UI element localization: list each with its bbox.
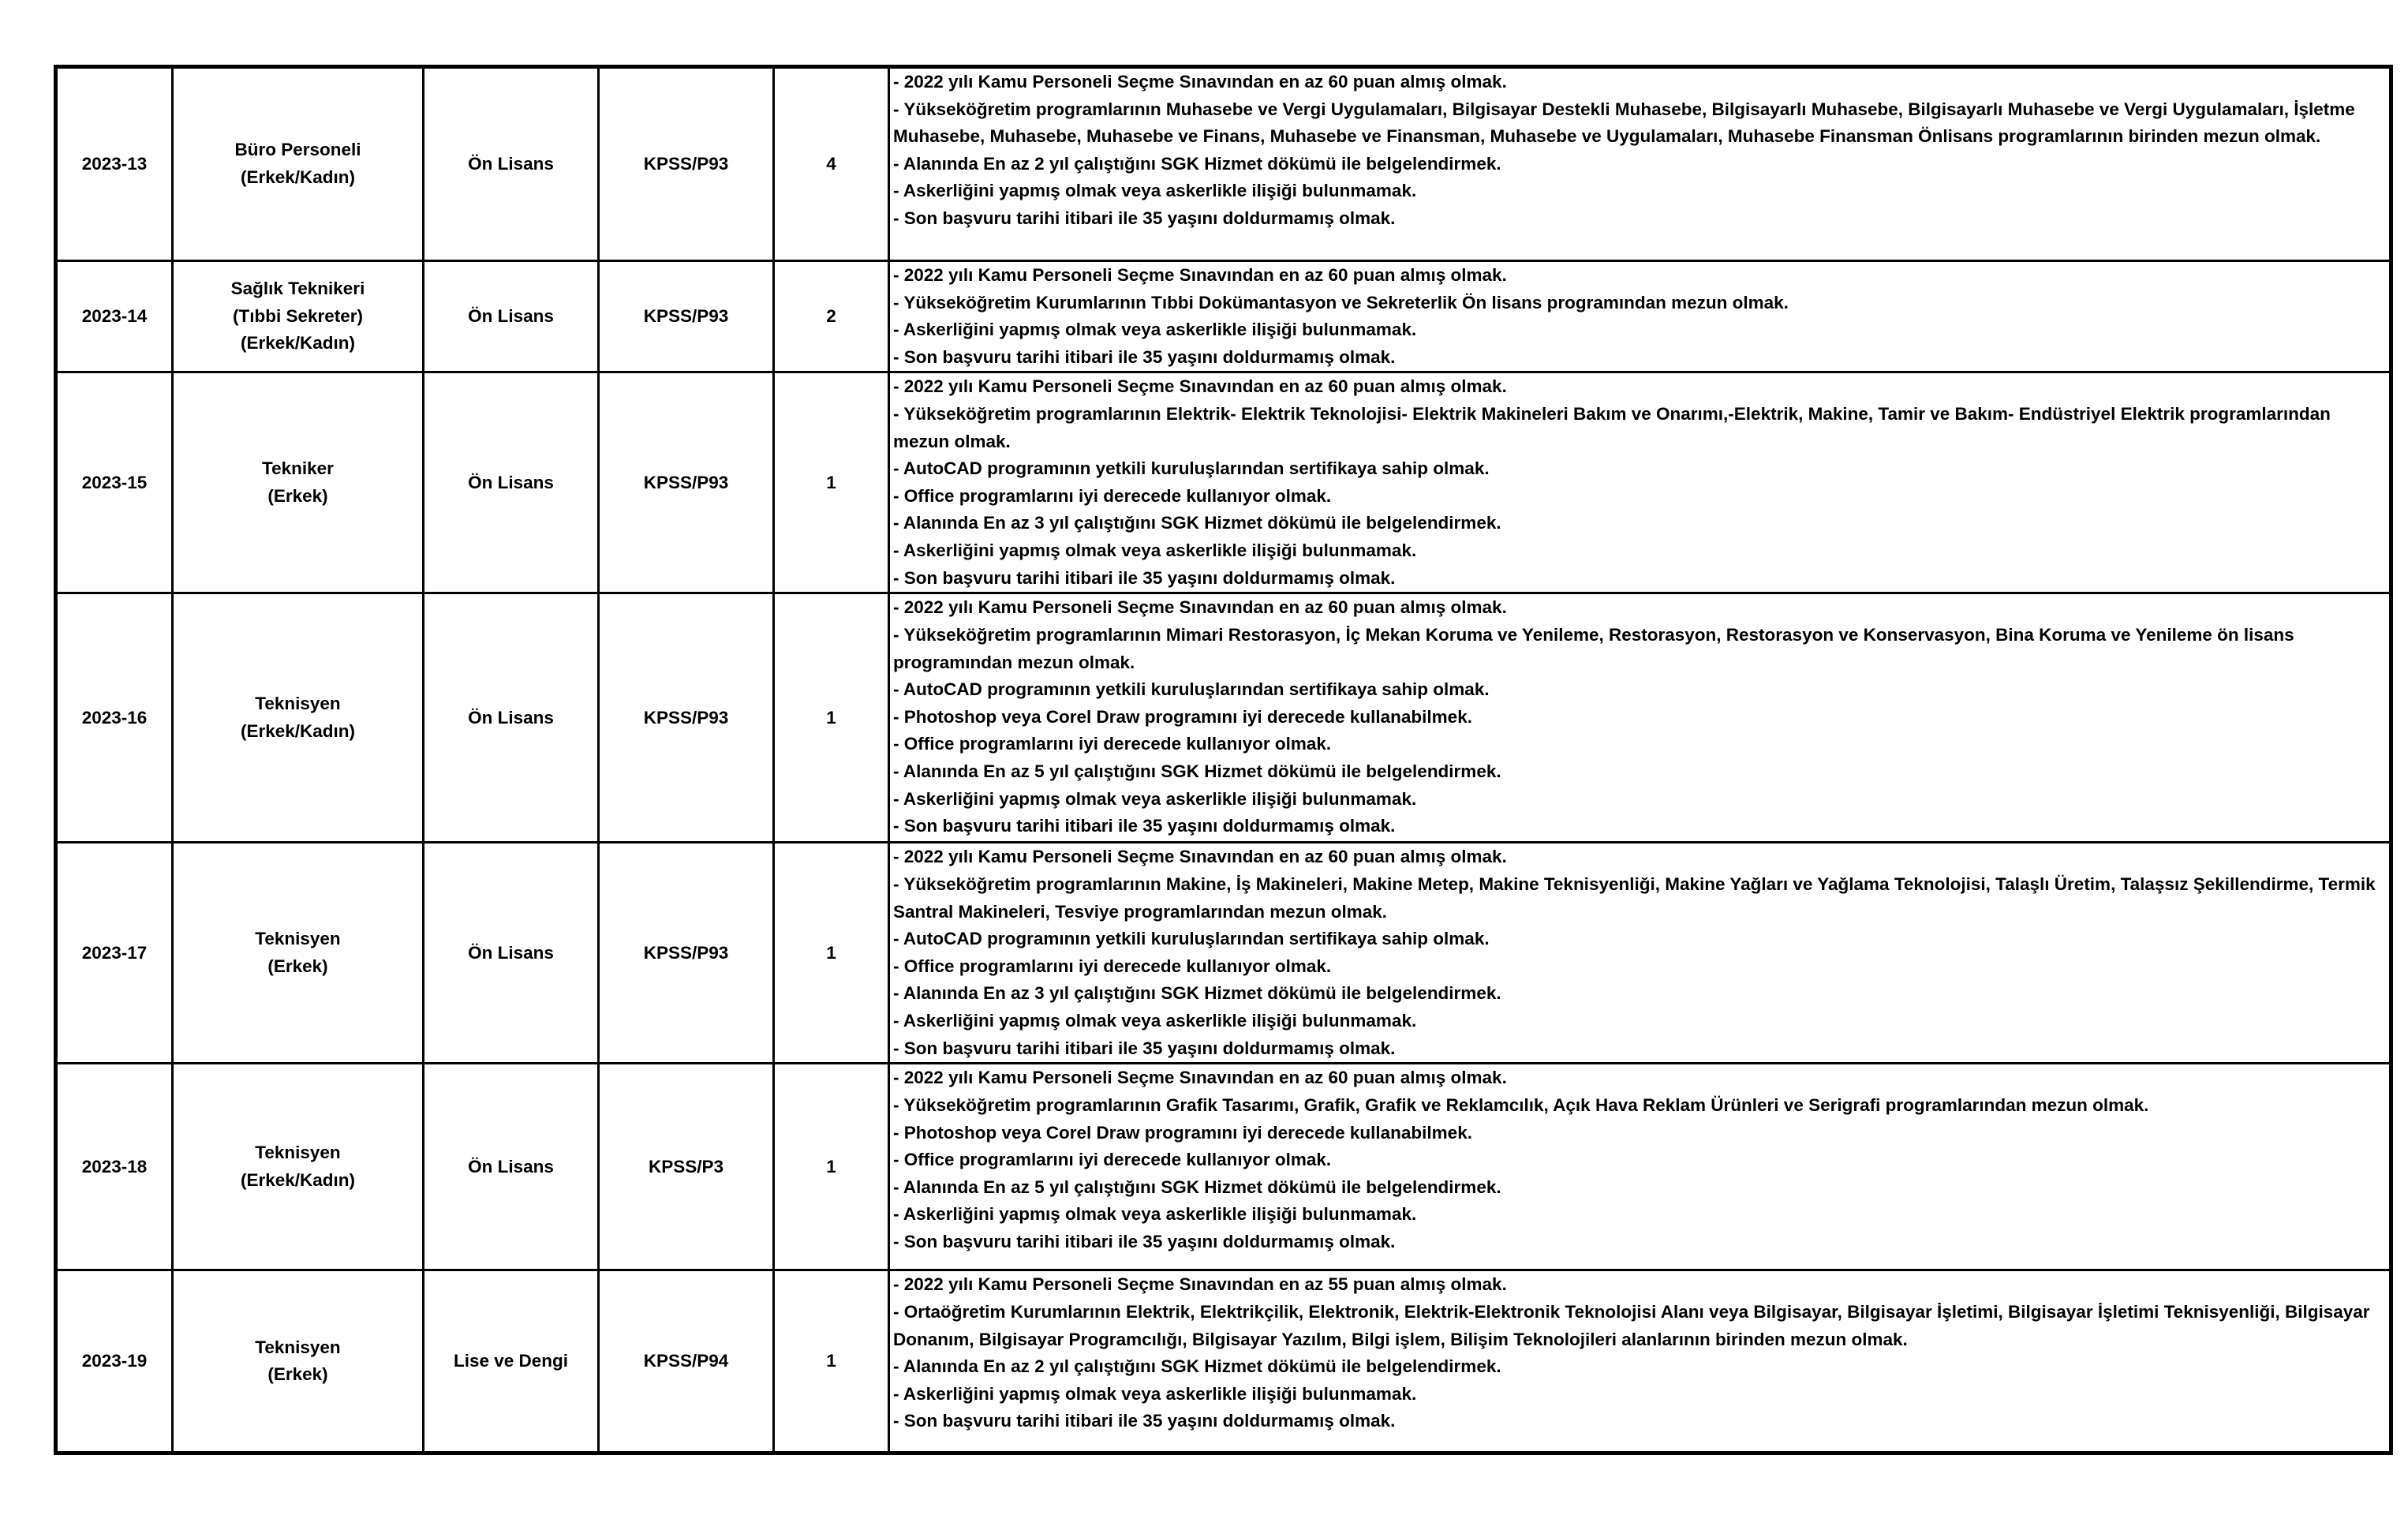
position-code-cell: 2023-14 [56, 261, 173, 372]
requirement-line: - Yükseköğretim programlarının Makine, İş Makineleri, Makine Metep, Makine Teknisyenliği, Makine Yağları ve Yağlama Teknolojisi, Talaşlı Üretim, Talaşsız Şekillendirme, Termik Santral Makineleri, Tesviye programlarından mezun olmak. [893, 873, 2376, 922]
requirement-line: - Photoshop veya Corel Draw programını iyi derecede kullanabilmek. [893, 1122, 1472, 1143]
requirement-line: - Yükseköğretim programlarının Elektrik- Elektrik Teknolojisi- Elektrik Makineleri Bakım ve Onarımı,-Elektrik, Makine, Tamir ve Bakım- Endüstriyel Elektrik programlarından mezun olmak. [893, 403, 2331, 451]
position-title-cell [173, 843, 424, 1064]
table-row [56, 1270, 2391, 1453]
position-title-line: Tekniker [262, 458, 334, 479]
requirement-line: - Office programlarını iyi derecede kullanıyor olmak. [893, 485, 1332, 506]
position-title-line: (Erkek) [267, 956, 328, 976]
exam-score-type-cell: KPSS/P93 [599, 67, 774, 261]
requirement-line: - Office programlarını iyi derecede kullanıyor olmak. [893, 734, 1332, 754]
position-title-line: Teknisyen [255, 929, 341, 949]
requirement-line: - AutoCAD programının yetkili kuruluşlarından sertifikaya sahip olmak. [893, 929, 1490, 949]
requirement-line: - 2022 yılı Kamu Personeli Seçme Sınavından en az 60 puan almış olmak. [893, 72, 1507, 92]
position-count-cell: 1 [774, 593, 889, 843]
position-code-cell: 2023-16 [56, 593, 173, 843]
requirements-cell [889, 67, 2391, 261]
exam-score-type-cell: KPSS/P93 [599, 843, 774, 1064]
position-title-cell [173, 1270, 424, 1453]
position-title-line: (Erkek/Kadın) [240, 1169, 356, 1190]
exam-score-type-cell: KPSS/P93 [599, 593, 774, 843]
exam-score-type-cell: KPSS/P93 [599, 372, 774, 593]
requirement-line: - Alanında En az 3 yıl çalıştığını SGK Hizmet dökümü ile belgelendirmek. [893, 513, 1501, 533]
position-count-cell: 4 [774, 67, 889, 261]
position-title-line: Sağlık Teknikeri [230, 279, 365, 299]
table-row [56, 261, 2391, 372]
requirement-line: - 2022 yılı Kamu Personeli Seçme Sınavından en az 60 puan almış olmak. [893, 265, 1507, 285]
requirements-cell [889, 372, 2391, 593]
requirement-line: - AutoCAD programının yetkili kuruluşlarından sertifikaya sahip olmak. [893, 679, 1490, 700]
requirements-cell [889, 261, 2391, 372]
requirement-line: - Askerliğini yapmış olmak veya askerlikle ilişiği bulunmamak. [893, 540, 1417, 560]
requirement-line: - Office programlarını iyi derecede kullanıyor olmak. [893, 1150, 1332, 1170]
position-title-cell [173, 261, 424, 372]
requirement-line: - Alanında En az 2 yıl çalıştığını SGK Hizmet dökümü ile belgelendirmek. [893, 153, 1501, 174]
job-rows [56, 67, 2391, 1453]
requirement-line: - 2022 yılı Kamu Personeli Seçme Sınavından en az 60 puan almış olmak. [893, 847, 1507, 867]
position-count-cell: 1 [774, 372, 889, 593]
requirement-line: - Son başvuru tarihi itibari ile 35 yaşını doldurmamış olmak. [893, 208, 1396, 228]
position-count-cell: 2 [774, 261, 889, 372]
exam-score-type-cell: KPSS/P94 [599, 1270, 774, 1453]
requirement-line: - Askerliğini yapmış olmak veya askerlikle ilişiği bulunmamak. [893, 1204, 1417, 1225]
education-level-cell: Lise ve Dengi [424, 1270, 599, 1453]
requirement-line: - Son başvuru tarihi itibari ile 35 yaşını doldurmamış olmak. [893, 1038, 1396, 1058]
position-title-line: (Erkek/Kadın) [240, 720, 356, 741]
requirements-cell [889, 1064, 2391, 1270]
position-code-cell: 2023-13 [56, 67, 173, 261]
requirement-line: - Alanında En az 5 yıl çalıştığını SGK Hizmet dökümü ile belgelendirmek. [893, 1176, 1501, 1197]
requirement-line: - Yükseköğretim programlarının Mimari Restorasyon, İç Mekan Koruma ve Yenileme, Restorasyon, Restorasyon ve Konservasyon, Bina Koruma ve Yenileme ön lisans programından mezun olmak. [893, 624, 2294, 672]
position-title-line: (Erkek) [267, 485, 328, 506]
requirement-line: - 2022 yılı Kamu Personeli Seçme Sınavından en az 55 puan almış olmak. [893, 1274, 1507, 1295]
education-level-cell: Ön Lisans [424, 261, 599, 372]
requirement-line: - 2022 yılı Kamu Personeli Seçme Sınavından en az 60 puan almış olmak. [893, 376, 1507, 397]
requirement-line: - Alanında En az 2 yıl çalıştığını SGK Hizmet dökümü ile belgelendirmek. [893, 1356, 1501, 1377]
requirement-line: - Ortaöğretim Kurumlarının Elektrik, Elektrikçilik, Elektronik, Elektrik-Elektronik Teknolojisi Alanı veya Bilgisayar, Bilgisayar İşletimi, Bilgisayar İşletimi Teknisyenliği, Bilgisayar Donanım, Bilgisayar Programcılığı, Bilgisayar Yazılım, Bilgi işlem, Bilişim Teknolojileri alanlarının birinden mezun olmak. [893, 1301, 2370, 1349]
position-count-cell: 1 [774, 1064, 889, 1270]
requirement-line: - Yükseköğretim programlarının Muhasebe ve Vergi Uygulamaları, Bilgisayar Destekli Muhasebe, Bilgisayarlı Muhasebe, Bilgisayarlı Muhasebe ve Vergi Uygulamaları, İşletme Muhasebe, Muhasebe, Muhasebe ve Finans, Muhasebe ve Finansman, Muhasebe ve Uygulamaları, Muhasebe Finansman Önlisans programlarının birinden mezun olmak. [893, 99, 2355, 147]
position-count-cell: 1 [774, 1270, 889, 1453]
requirement-line: - Askerliğini yapmış olmak veya askerlikle ilişiği bulunmamak. [893, 1383, 1417, 1404]
education-level-cell: Ön Lisans [424, 593, 599, 843]
position-title-line: Büro Personeli [234, 140, 361, 160]
position-code-cell: 2023-19 [56, 1270, 173, 1453]
position-title-line: (Tıbbi Sekreter) [232, 305, 364, 326]
position-title-cell [173, 1064, 424, 1270]
requirement-line: - Photoshop veya Corel Draw programını iyi derecede kullanabilmek. [893, 706, 1472, 727]
position-title-cell [173, 67, 424, 261]
position-title-cell [173, 372, 424, 593]
position-title-line: Teknisyen [255, 1337, 341, 1357]
requirement-line: - Alanında En az 5 yıl çalıştığını SGK Hizmet dökümü ile belgelendirmek. [893, 761, 1501, 781]
requirement-line: - Son başvuru tarihi itibari ile 35 yaşını doldurmamış olmak. [893, 567, 1396, 588]
position-code-cell: 2023-15 [56, 372, 173, 593]
position-title-line: (Erkek/Kadın) [240, 167, 356, 187]
requirement-line: - Son başvuru tarihi itibari ile 35 yaşını doldurmamış olmak. [893, 1411, 1396, 1431]
requirement-line: - 2022 yılı Kamu Personeli Seçme Sınavından en az 60 puan almış olmak. [893, 597, 1507, 618]
requirement-line: - Askerliğini yapmış olmak veya askerlikle ilişiği bulunmamak. [893, 1010, 1417, 1031]
education-level-cell: Ön Lisans [424, 1064, 599, 1270]
position-count-cell: 1 [774, 843, 889, 1064]
exam-score-type-cell: KPSS/P3 [599, 1064, 774, 1270]
table-row [56, 67, 2391, 261]
requirement-line: - Askerliğini yapmış olmak veya askerlikle ilişiği bulunmamak. [893, 788, 1417, 809]
position-title-line: (Erkek/Kadın) [240, 333, 356, 354]
exam-score-type-cell: KPSS/P93 [599, 261, 774, 372]
requirement-line: - Yükseköğretim programlarının Grafik Tasarımı, Grafik, Grafik ve Reklamcılık, Açık Hava Reklam Ürünleri ve Serigrafi programlarından mezun olmak. [893, 1094, 2149, 1115]
position-title-line: Teknisyen [255, 694, 341, 714]
requirement-line: - Son başvuru tarihi itibari ile 35 yaşını doldurmamış olmak. [893, 816, 1396, 836]
requirement-line: - Yükseköğretim Kurumlarının Tıbbi Dokümantasyon ve Sekreterlik Ön lisans programından mezun olmak. [893, 292, 1789, 312]
position-title-cell [173, 593, 424, 843]
education-level-cell: Ön Lisans [424, 67, 599, 261]
position-code-cell: 2023-18 [56, 1064, 173, 1270]
table-row [56, 843, 2391, 1064]
requirement-line: - 2022 yılı Kamu Personeli Seçme Sınavından en az 60 puan almış olmak. [893, 1068, 1507, 1088]
requirement-line: - Office programlarını iyi derecede kullanıyor olmak. [893, 956, 1332, 976]
job-listing-table [54, 65, 2393, 1455]
position-title-line: Teknisyen [255, 1143, 341, 1163]
requirement-line: - Alanında En az 3 yıl çalıştığını SGK Hizmet dökümü ile belgelendirmek. [893, 983, 1501, 1004]
education-level-cell: Ön Lisans [424, 372, 599, 593]
position-title-line: (Erkek) [267, 1364, 328, 1385]
requirements-cell [889, 843, 2391, 1064]
requirement-line: - Son başvuru tarihi itibari ile 35 yaşını doldurmamış olmak. [893, 346, 1396, 367]
requirement-line: - AutoCAD programının yetkili kuruluşlarından sertifikaya sahip olmak. [893, 458, 1490, 479]
requirements-cell [889, 1270, 2391, 1453]
requirements-cell [889, 593, 2391, 843]
requirement-line: - Askerliğini yapmış olmak veya askerlikle ilişiği bulunmamak. [893, 181, 1417, 201]
table-row [56, 593, 2391, 843]
requirement-line: - Askerliğini yapmış olmak veya askerlikle ilişiği bulunmamak. [893, 320, 1417, 340]
position-code-cell: 2023-17 [56, 843, 173, 1064]
requirement-line: - Son başvuru tarihi itibari ile 35 yaşını doldurmamış olmak. [893, 1231, 1396, 1251]
table-row [56, 372, 2391, 593]
table-row [56, 1064, 2391, 1270]
education-level-cell: Ön Lisans [424, 843, 599, 1064]
